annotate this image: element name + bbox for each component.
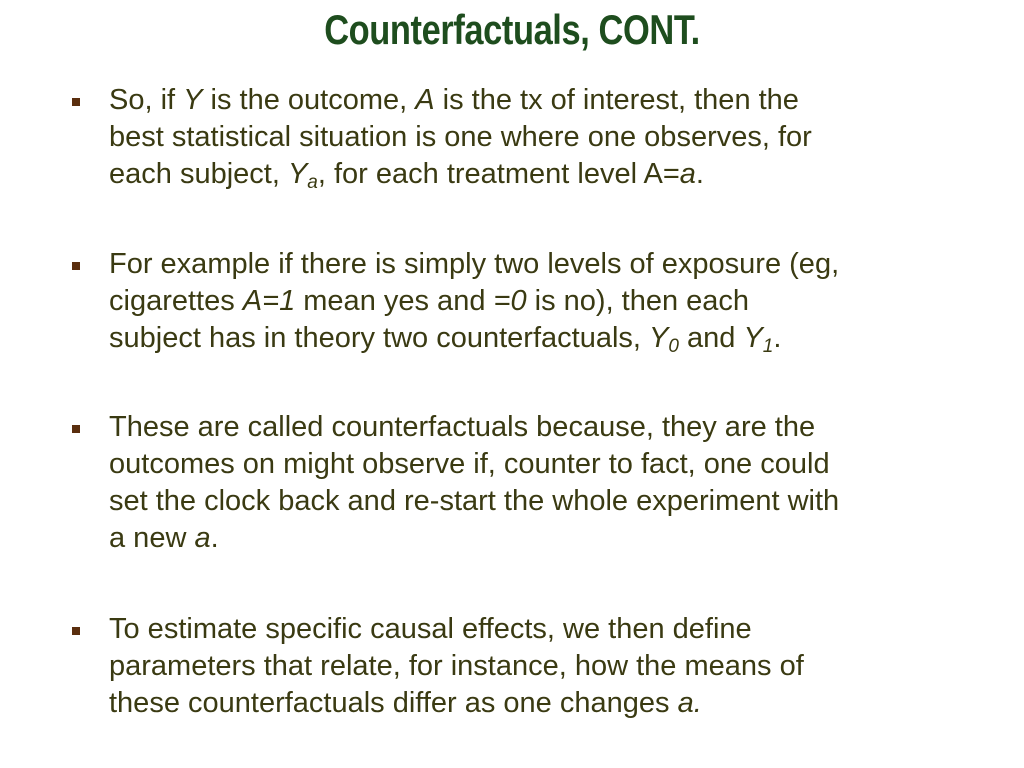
- bullet-2-line-2: [109, 283, 989, 320]
- italic-variable: Y: [287, 158, 308, 190]
- text-run: subject has in theory two counterfactuals,: [109, 322, 650, 354]
- text-run: each subject,: [109, 158, 288, 190]
- bullet-1-line-2: best statistical situation is one where one observes, for: [109, 121, 812, 153]
- bullet-1-line-1: [109, 82, 989, 119]
- bullet-text-1: [109, 82, 989, 193]
- subscript: 1: [762, 336, 774, 357]
- italic-variable: a: [194, 522, 211, 554]
- bullet-marker: [72, 262, 80, 270]
- bullet-4-line-2: parameters that relate, for instance, how the means of: [109, 650, 804, 682]
- text-run: is the tx of interest, then the: [434, 84, 799, 116]
- text-run: .: [695, 158, 704, 190]
- text-run: and: [678, 322, 744, 354]
- bullet-3-line-4: [109, 520, 989, 557]
- italic-variable: A: [415, 84, 435, 116]
- text-run: , for each treatment level A=: [317, 158, 680, 190]
- italic-variable: a.: [677, 687, 702, 719]
- bullet-4-line-3: [109, 685, 989, 722]
- bullet-2-line-1: For example if there is simply two levels of exposure (eg,: [109, 248, 840, 280]
- bullet-marker: [72, 425, 80, 433]
- bullet-1-line-3: [109, 156, 989, 193]
- bullet-text-2: [109, 246, 989, 357]
- bullet-4-line-1: To estimate specific causal effects, we then define: [109, 613, 752, 645]
- bullet-3-line-2: outcomes on might observe if, counter to fact, one could: [109, 448, 830, 480]
- subscript: a: [307, 172, 318, 193]
- text-run: .: [773, 322, 782, 354]
- text-run: a new: [109, 522, 195, 554]
- slide-title: Counterfactuals, CONT.: [324, 6, 700, 53]
- text-run: So, if: [109, 84, 184, 116]
- bullet-text-3: [109, 409, 989, 557]
- bullet-marker: [72, 627, 80, 635]
- text-run: these counterfactuals differ as one changes: [109, 687, 678, 719]
- bullet-marker: [72, 98, 80, 106]
- text-run: cigarettes: [109, 285, 243, 317]
- italic-variable: a: [679, 158, 696, 190]
- subscript: 0: [668, 336, 679, 357]
- text-run: mean yes and: [295, 285, 494, 317]
- italic-variable: Y: [743, 322, 763, 354]
- italic-variable: Y: [183, 84, 203, 116]
- italic-variable: A=1: [242, 285, 296, 317]
- bullet-3-line-1: These are called counterfactuals because, they are the: [109, 411, 816, 443]
- bullet-3-line-3: set the clock back and re-start the whole experiment with: [109, 485, 840, 517]
- text-run: is no), then each: [526, 285, 750, 317]
- italic-variable: =0: [493, 285, 527, 317]
- bullet-text-4: [109, 611, 989, 722]
- text-run: .: [210, 522, 219, 554]
- italic-variable: Y: [649, 322, 669, 354]
- text-run: is the outcome,: [202, 84, 416, 116]
- bullet-2-line-3: [109, 320, 989, 357]
